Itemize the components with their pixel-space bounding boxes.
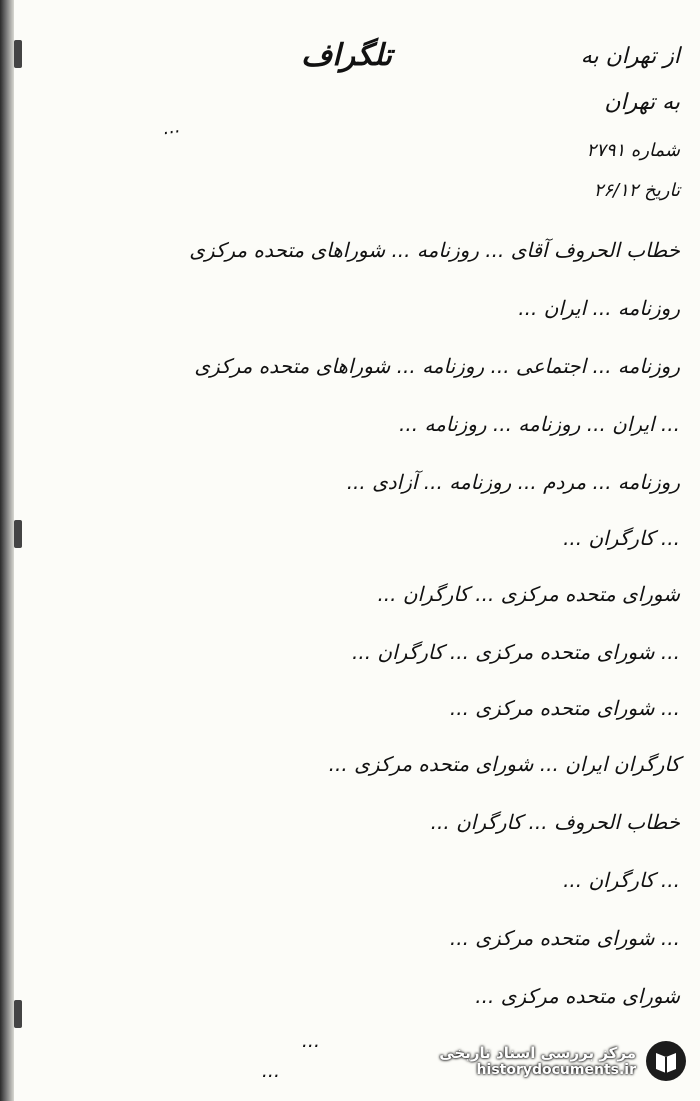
handwritten-line: ... شورای متحده مرکزی ... کارگران ... (352, 640, 680, 664)
binding-hole (14, 40, 22, 68)
binding-hole (14, 520, 22, 548)
handwritten-line: از تهران به (580, 44, 680, 69)
watermark-url: historydocuments.ir (476, 1062, 636, 1078)
book-icon (644, 1039, 688, 1083)
signature: ... (301, 1030, 320, 1052)
handwritten-line: ... شورای متحده مرکزی ... (449, 696, 680, 720)
handwritten-line: خطاب الحروف آقای ... روزنامه ... شوراهای متحده مرکزی (189, 238, 680, 262)
handwritten-line: ... ایران ... روزنامه ... روزنامه ... (399, 412, 680, 436)
binding-hole (14, 1000, 22, 1028)
watermark-title: مرکز بررسی اسناد تاریخی (439, 1044, 636, 1062)
handwritten-line: روزنامه ... اجتماعی ... روزنامه ... شوراهای متحده مرکزی (194, 354, 680, 378)
handwritten-line: ... کارگران ... (563, 868, 680, 892)
document-heading: تلگراف (301, 38, 392, 73)
handwritten-line: تاریخ ۲۶/۱۲ (593, 180, 680, 201)
handwritten-line: شماره ۲۷۹۱ (586, 140, 680, 161)
handwritten-line: خطاب الحروف ... کارگران ... (430, 810, 680, 834)
handwritten-line: ... شورای متحده مرکزی ... (449, 926, 680, 950)
handwritten-line: ... کارگران ... (563, 526, 680, 550)
handwritten-line: به تهران (604, 90, 680, 115)
handwritten-line: شورای متحده مرکزی ... کارگران ... (377, 582, 680, 606)
margin-note: ... (161, 116, 182, 140)
handwritten-line: شورای متحده مرکزی ... (475, 984, 680, 1008)
watermark-logo (418, 1035, 688, 1087)
handwritten-line: روزنامه ... ایران ... (518, 296, 680, 320)
handwritten-line: کارگران ایران ... شورای متحده مرکزی ... (328, 752, 680, 776)
binding-edge (0, 0, 14, 1101)
watermark-text (439, 1044, 636, 1078)
handwritten-line: روزنامه ... مردم ... روزنامه ... آزادی ... (346, 470, 680, 494)
signature-2: ... (261, 1060, 280, 1082)
